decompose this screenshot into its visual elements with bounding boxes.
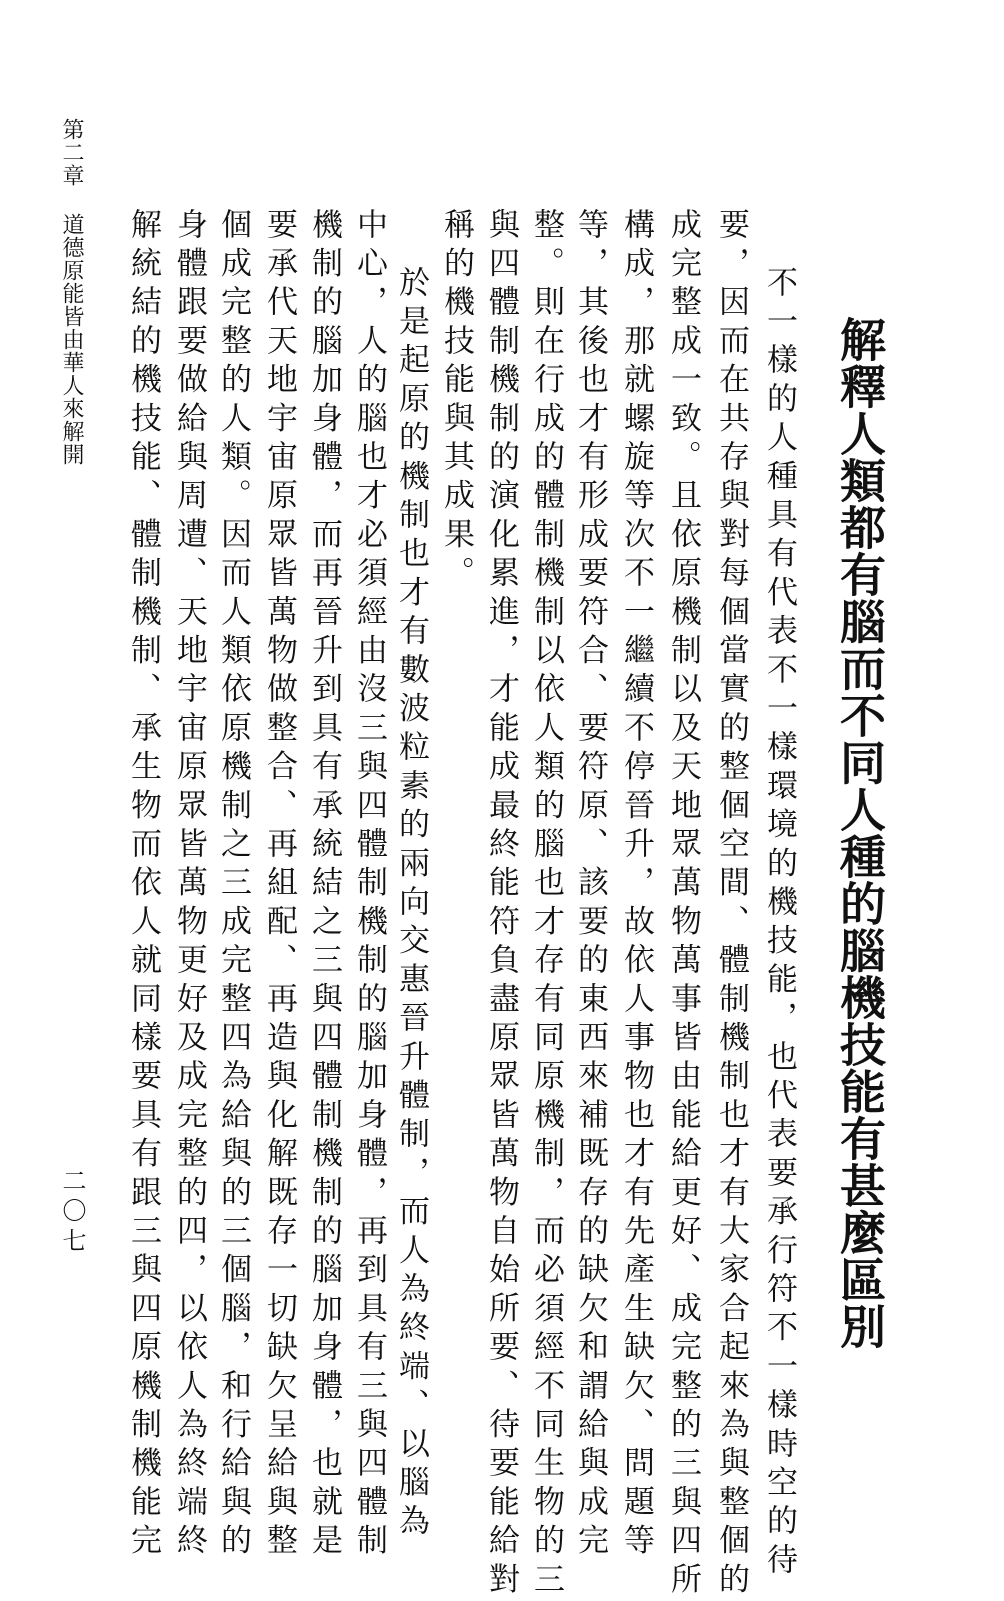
text-column: 成完整成一致。且依原機制以及天地眾萬物萬事皆由能給更好、成完整的三與四所 xyxy=(665,208,701,1601)
page-number: 二〇七 xyxy=(58,1168,86,1258)
text-column: 中心，人的腦也才必須經由沒三與四體制機制的腦加身體，再到具有三與四體制 xyxy=(351,208,387,1563)
section-label: 道德原能皆由華人來解開 xyxy=(59,213,84,466)
running-header xyxy=(58,118,84,466)
text-column: 個成完整的人類。因而人類依原機制之三成完整四為給與的三個腦，和行給與的 xyxy=(215,208,251,1563)
text-column: 不一樣的人種具有代表不一樣環境的機技能，也代表要承行符不一樣時空的待 xyxy=(761,266,797,1582)
text-column: 整。則在行成的體制機制以依人類的腦也才存有同原機制，而必須經不同生物的三 xyxy=(528,208,564,1601)
text-column: 要承代天地宇宙原眾皆萬物做整合、再組配、再造與化解既存一切缺欠呈給與整 xyxy=(261,208,297,1563)
article-title: 解釋人類都有腦而不同人種的腦機技能有甚麼區別 xyxy=(833,316,887,1350)
text-column: 身體跟要做給與周遭、天地宇宙原眾皆萬物更好及成完整的四，以依人為終端終 xyxy=(171,208,207,1563)
text-column: 構成，那就螺旋等次不一繼續不停晉升，故依人事物也才有先產生缺欠、問題等 xyxy=(618,208,654,1563)
text-column: 解統結的機技能、體制機制、承生物而依人就同樣要具有跟三與四原機制機能完 xyxy=(125,208,161,1563)
text-column: 要，因而在共存與對每個當實的整個空間、體制機制也才有大家合起來為與整個的 xyxy=(713,208,749,1601)
text-column: 稱的機技能與其成果。 xyxy=(438,208,474,595)
text-column: 機制的腦加身體，而再晉升到具有承統結之三與四體制機制的腦加身體，也就是 xyxy=(306,208,342,1563)
text-column: 與四體制機制的演化累進，才能成最終能符負盡原眾皆萬物自始所要、待要能給對 xyxy=(483,208,519,1601)
chapter-label: 第二章 xyxy=(59,118,84,187)
text-column: 於是起原的機制也才有數波粒素的兩向交惠晉升體制，而人為終端、以腦為 xyxy=(393,266,429,1544)
text-column: 等，其後也才有形成要符合、要符原、該要的東西來補既存的缺欠和謂給與成完 xyxy=(572,208,608,1563)
